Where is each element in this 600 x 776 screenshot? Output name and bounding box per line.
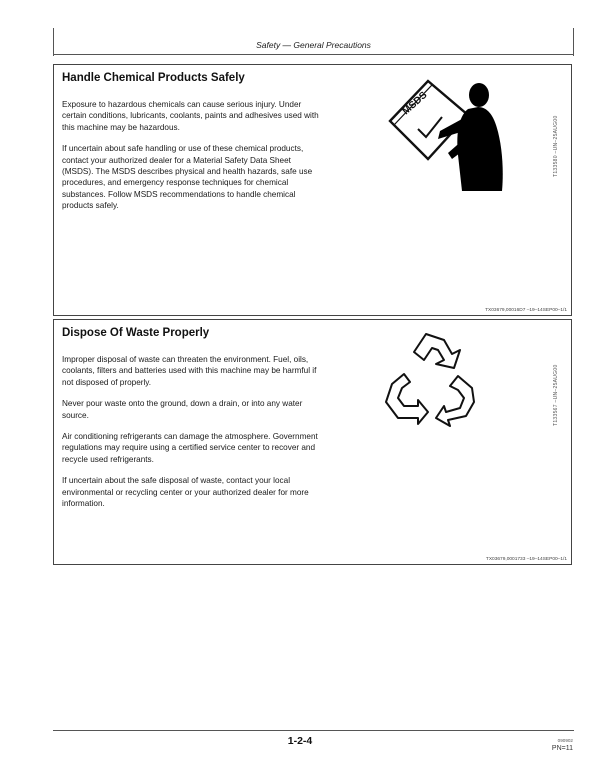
section-paragraph: Improper disposal of waste can threaten the environment. Fuel, oils, coolants, filters and batteries used with this machine may be harmful if not disposed of properly. [62, 355, 317, 387]
running-head: Safety — General Precautions [256, 40, 371, 50]
section-paragraph: Never pour waste onto the ground, down a drain, or into any water source. [62, 399, 303, 420]
footer-pn: PN=11 [551, 745, 573, 752]
recycle-arrow-right-icon [436, 376, 474, 426]
msds-label: MSDS [400, 89, 430, 118]
section-paragraph: Exposure to hazardous chemicals can cause serious injury. Under certain conditions, lubricants, coolants, paints and adhesives used with this machine may be hazardous. [62, 100, 319, 132]
page-frame-right [573, 28, 574, 56]
section-paragraph: If uncertain about the safe disposal of waste, contact your local environmental or recycling center or your authorized dealer for more information. [62, 476, 309, 509]
section-body [62, 99, 324, 222]
section-handle-chemical-products [53, 64, 572, 316]
reference-code: TX03679,0001733 –19–14SEP00–1/1 [485, 557, 567, 562]
page-number: 1-2-4 [287, 735, 313, 747]
section-dispose-of-waste [53, 319, 572, 565]
recycle-illustration [362, 326, 502, 436]
figure-side-code: T133580 –UN–25AUG00 [553, 115, 559, 177]
section-paragraph: If uncertain about safe handling or use of these chemical products, contact your authorized dealer for a Material Safety Data Sheet (MSDS). The MSDS describes physical and health hazards, safe use procedures, and emergency response techniques for chemical substances. Follow MSDS recommendations to handle chemical products safely. [62, 144, 313, 211]
section-paragraph: Air conditioning refrigerants can damage the atmosphere. Government regulations may require using a certified service center to recover and recycle used refrigerants. [62, 432, 318, 464]
reference-code: TX03679,00016D7 –19–14SEP00–1/1 [485, 308, 567, 313]
recycle-arrow-left-icon [386, 374, 428, 424]
section-title: Handle Chemical Products Safely [62, 72, 245, 84]
section-body [62, 354, 324, 519]
footer-rule [53, 730, 574, 731]
section-title: Dispose Of Waste Properly [62, 327, 210, 339]
msds-illustration [382, 73, 512, 193]
footer-date-code: 090902 [557, 738, 573, 743]
running-head-rule [53, 54, 574, 55]
figure-side-code: T133567 –UN–25AUG00 [553, 364, 559, 426]
recycle-arrow-top-icon [414, 334, 460, 368]
